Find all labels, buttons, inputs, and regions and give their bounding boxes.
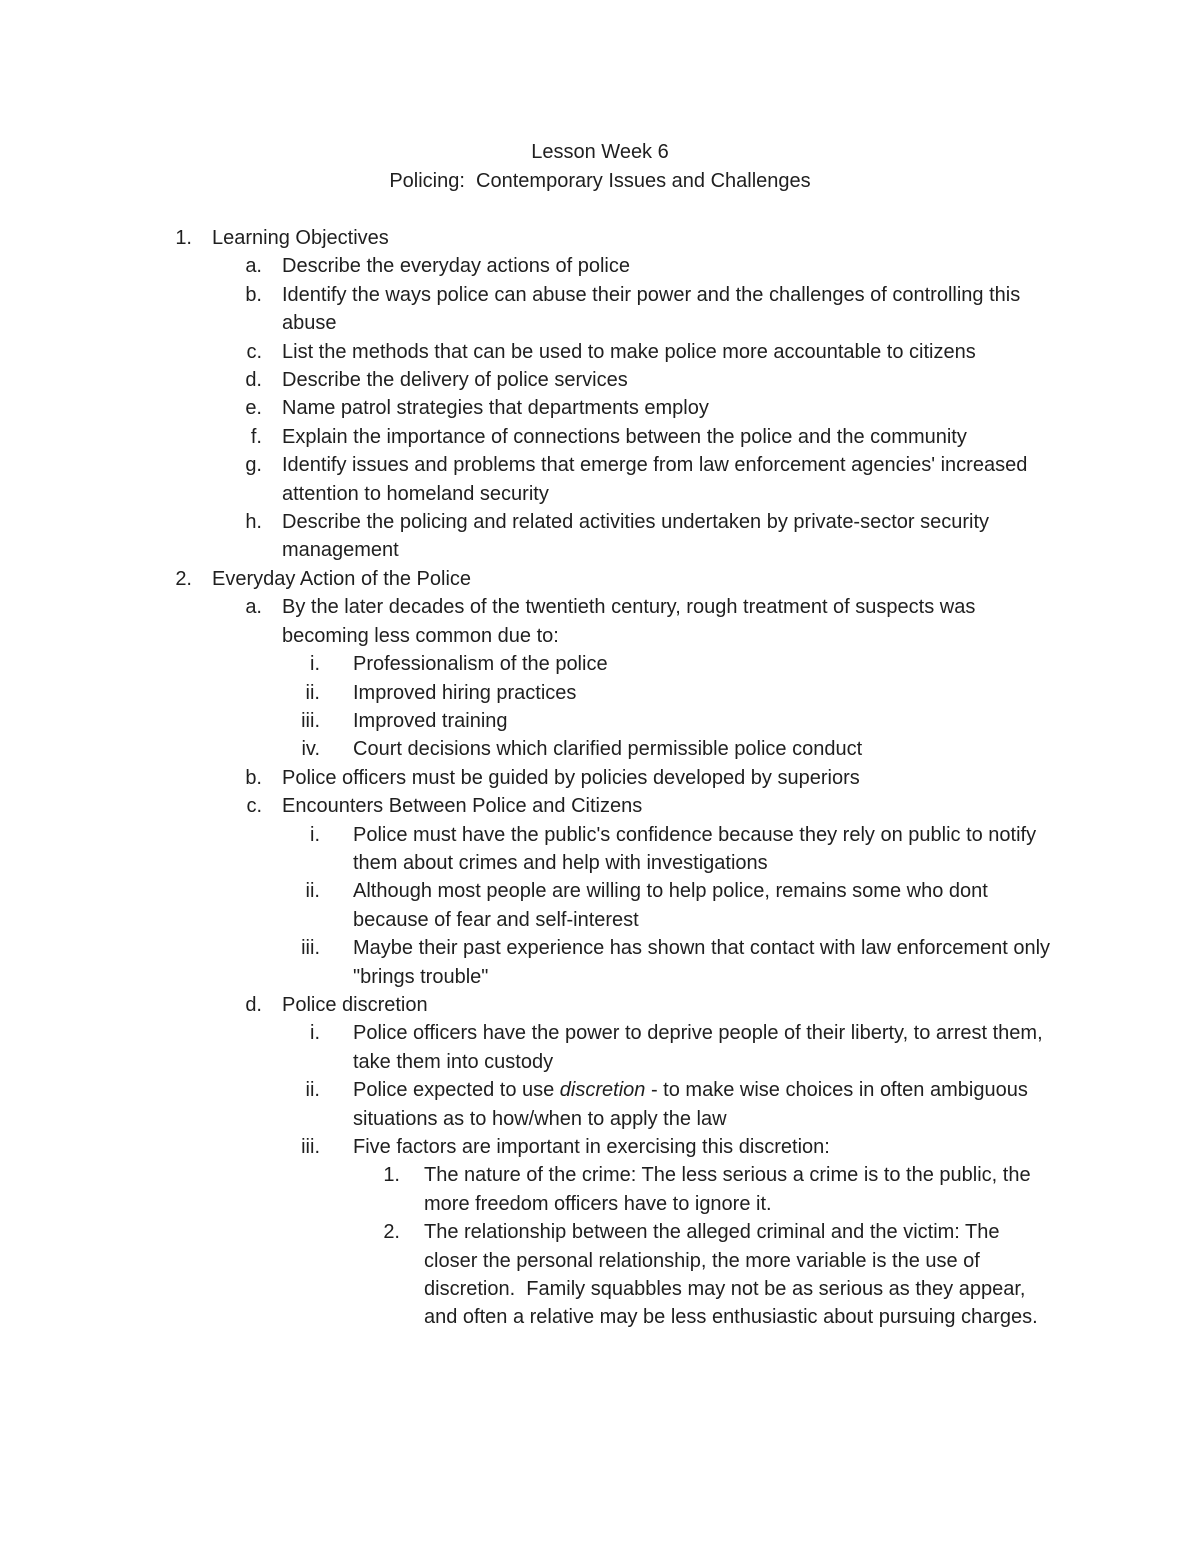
list-marker: iv. <box>301 738 320 761</box>
list-item-text: Explain the importance of connections between the police and the community <box>282 425 967 448</box>
list-marker: i. <box>310 653 320 676</box>
emphasis-term: discretion <box>559 1079 646 1102</box>
list-marker: iii. <box>301 709 320 732</box>
document-header <box>0 138 1200 195</box>
list-marker: b. <box>245 283 262 306</box>
list-item-text: Describe the delivery of police services <box>282 369 628 392</box>
text-run: Police expected to use <box>353 1079 560 1102</box>
document-title: Lesson Week 6 <box>531 141 669 163</box>
section-heading: Everyday Action of the Police <box>212 567 472 590</box>
list-marker: i. <box>310 1022 320 1045</box>
list-item-text: Describe the policing and related activities undertaken by private-sector security management <box>282 511 990 562</box>
list-item-text: Five factors are important in exercising this discretion: <box>353 1136 830 1158</box>
list-marker: iii. <box>301 937 320 960</box>
list-item-text: Encounters Between Police and Citizens <box>282 795 643 818</box>
list-item-text <box>353 1076 1053 1133</box>
section-heading: Learning Objectives <box>212 227 389 249</box>
list-item-text: Improved training <box>353 709 508 732</box>
list-item <box>0 423 1200 451</box>
list-item <box>0 281 1200 338</box>
list-item-text: Describe the everyday actions of police <box>282 255 630 278</box>
list-item-text: The nature of the crime: The less serious a crime is to the public, the more freedom officers have to ignore it. <box>424 1164 1031 1215</box>
list-item-text: Improved hiring practices <box>353 681 577 704</box>
list-marker: 1. <box>175 227 192 249</box>
outline-section <box>0 565 1200 593</box>
list-item <box>0 1218 1200 1332</box>
list-item-text: Identify the ways police can abuse their power and the challenges of controlling this abuse <box>282 283 1021 335</box>
text-run: - to make wise choices in often ambiguous situations as to how/when to apply the law <box>353 1079 1034 1130</box>
list-item <box>0 593 1200 650</box>
list-item <box>0 508 1200 565</box>
list-item <box>0 821 1200 878</box>
list-marker: 2. <box>175 567 192 590</box>
list-item <box>0 1076 1200 1133</box>
list-item-text: Name patrol strategies that departments employ <box>282 397 709 420</box>
list-item <box>0 792 1200 820</box>
list-item <box>0 1161 1200 1218</box>
list-item <box>0 451 1200 508</box>
list-marker: i. <box>310 823 320 846</box>
document-subtitle: Policing: Contemporary Issues and Challenges <box>389 169 811 192</box>
list-item-text: Professionalism of the police <box>353 653 608 676</box>
list-marker: 2. <box>383 1221 400 1244</box>
list-marker: f. <box>250 425 262 448</box>
list-marker: 1. <box>383 1164 400 1187</box>
list-marker: c. <box>246 795 262 818</box>
list-marker: ii. <box>305 681 320 704</box>
list-marker: h. <box>245 511 262 534</box>
list-marker: d. <box>245 993 262 1016</box>
list-item-text: Police officers must be guided by policies developed by superiors <box>282 766 860 789</box>
list-item-text: List the methods that can be used to make police more accountable to citizens <box>282 340 976 363</box>
list-item-text: Maybe their past experience has shown that contact with law enforcement only "brings trouble" <box>353 937 1051 988</box>
list-item <box>0 394 1200 422</box>
list-marker: ii. <box>305 1079 320 1102</box>
list-marker: iii. <box>301 1136 320 1158</box>
list-item-text: The relationship between the alleged criminal and the victim: The closer the personal relationship, the more variable is the use of discretion. Family squabbles may not be as serious as they appear, and often a relative may be less enthusiastic about pursuing charges. <box>424 1221 1038 1329</box>
list-item-text: Police must have the public's confidence because they rely on public to notify them about crimes and help with investigations <box>353 823 1037 874</box>
list-item <box>0 650 1200 678</box>
list-marker: a. <box>245 596 262 619</box>
list-item-text: Identify issues and problems that emerge from law enforcement agencies' increased attention to homeland security <box>282 454 1028 505</box>
list-item <box>0 934 1200 991</box>
list-item <box>0 366 1200 394</box>
list-item <box>0 877 1200 934</box>
list-item <box>0 252 1200 280</box>
list-marker: c. <box>246 340 262 363</box>
list-item-text: Police officers have the power to deprive people of their liberty, to arrest them, take them into custody <box>353 1022 1043 1073</box>
list-item <box>0 679 1200 707</box>
list-item <box>0 707 1200 735</box>
list-marker: g. <box>245 454 262 477</box>
list-item-text: Although most people are willing to help police, remains some who dont because of fear and self-interest <box>353 880 988 931</box>
list-item <box>0 991 1200 1019</box>
outline <box>0 224 1200 1332</box>
outline-section <box>0 224 1200 252</box>
list-item <box>0 735 1200 763</box>
list-marker: d. <box>245 369 262 392</box>
list-item <box>0 1019 1200 1076</box>
list-marker: a. <box>245 255 262 278</box>
list-marker: ii. <box>305 880 320 903</box>
list-item-text: Police discretion <box>282 993 428 1016</box>
list-item-text: Court decisions which clarified permissible police conduct <box>353 738 863 761</box>
list-item <box>0 1133 1200 1161</box>
list-item <box>0 338 1200 366</box>
list-marker: e. <box>245 397 262 420</box>
list-marker: b. <box>245 766 262 789</box>
list-item <box>0 764 1200 792</box>
list-item-text: By the later decades of the twentieth century, rough treatment of suspects was becoming less common due to: <box>282 596 976 647</box>
